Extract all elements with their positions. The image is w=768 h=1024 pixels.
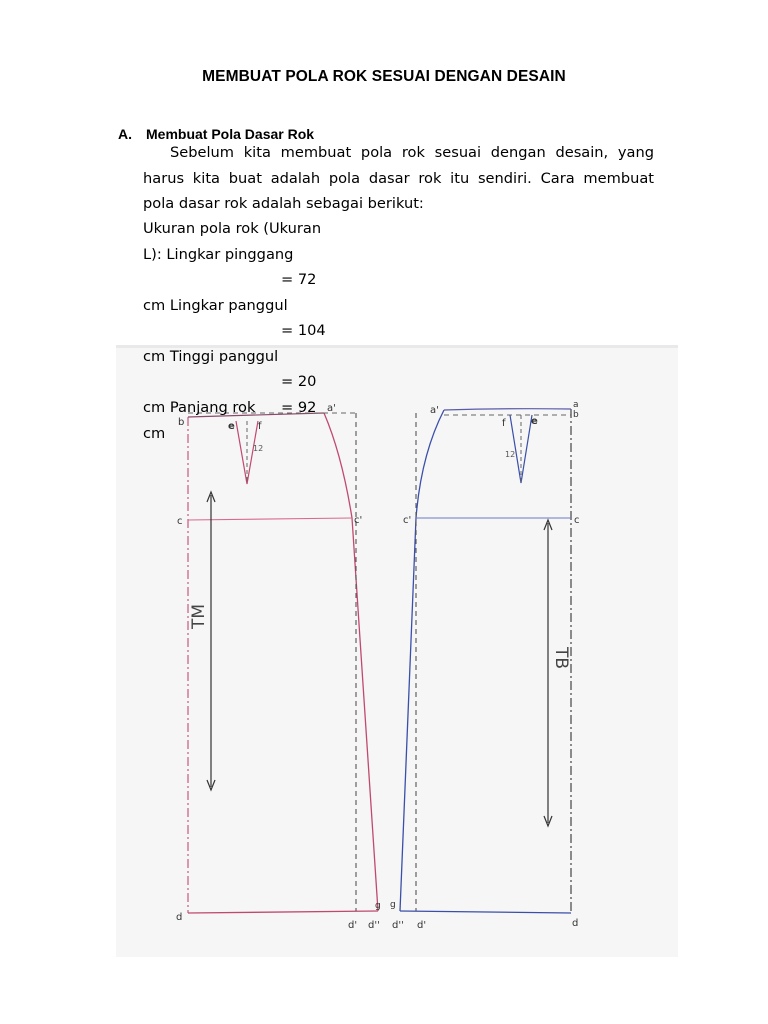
measurement-value-waist: = 72 — [281, 271, 317, 288]
front-label-d: d — [176, 912, 183, 923]
paragraph-line-1: Sebelum kita membuat pola rok sesuai dengan desain, yang — [170, 144, 654, 161]
back-label-b: b — [573, 410, 579, 420]
front-label-d-prime: d' — [348, 920, 358, 931]
section-title: Membuat Pola Dasar Rok — [146, 126, 315, 142]
back-label-c-prime: c' — [403, 515, 412, 526]
measurement-value-hip-height: = 20 — [281, 373, 317, 390]
back-label-d: d — [572, 918, 579, 929]
page-title: MEMBUAT POLA ROK SESUAI DENGAN DESAIN — [202, 68, 566, 85]
back-dart-length: 12 — [505, 450, 516, 459]
back-label-e: e — [531, 416, 538, 427]
measurement-intro-line-1: Ukuran pola rok (Ukuran — [143, 220, 322, 237]
front-label-b: b — [178, 417, 185, 428]
front-label-g: g — [375, 901, 381, 911]
front-label-e: e — [228, 421, 235, 432]
measurement-value-skirt-length: = 92 — [281, 399, 317, 416]
section-number: A. — [118, 126, 132, 142]
back-label-d-double: d'' — [392, 920, 404, 931]
skirt-pattern-photo — [116, 345, 678, 957]
back-label-g: g — [390, 900, 396, 910]
back-label-c: c — [574, 515, 580, 526]
measurement-value-hip: = 104 — [281, 322, 326, 339]
back-tb-label: TB — [551, 647, 571, 670]
back-label-a-prime: a' — [430, 405, 439, 416]
front-label-c-prime: c' — [354, 515, 363, 526]
front-label-f: f — [258, 421, 262, 432]
measurement-label-hip-height: cm Tinggi panggul — [143, 348, 279, 365]
measurement-unit-cm: cm — [143, 425, 166, 442]
paragraph-line-2: harus kita buat adalah pola dasar rok itu sendiri. Cara membuat — [143, 170, 654, 187]
measurement-label-hip: cm Lingkar panggul — [143, 297, 288, 314]
back-label-d-prime: d' — [417, 920, 427, 931]
paragraph-line-3: pola dasar rok adalah sebagai berikut: — [143, 195, 424, 212]
front-dart-length: 12 — [253, 444, 264, 453]
measurement-intro-line-2: L): Lingkar pinggang — [143, 246, 294, 263]
front-tm-label: TM — [189, 603, 209, 629]
front-label-c: c — [177, 516, 183, 527]
measurement-label-skirt-length: cm Panjang rok — [143, 399, 256, 416]
back-label-f: f — [502, 418, 506, 429]
front-label-d-double: d'' — [368, 920, 380, 931]
back-label-a: a — [573, 400, 579, 410]
front-label-a-prime: a' — [327, 403, 336, 414]
